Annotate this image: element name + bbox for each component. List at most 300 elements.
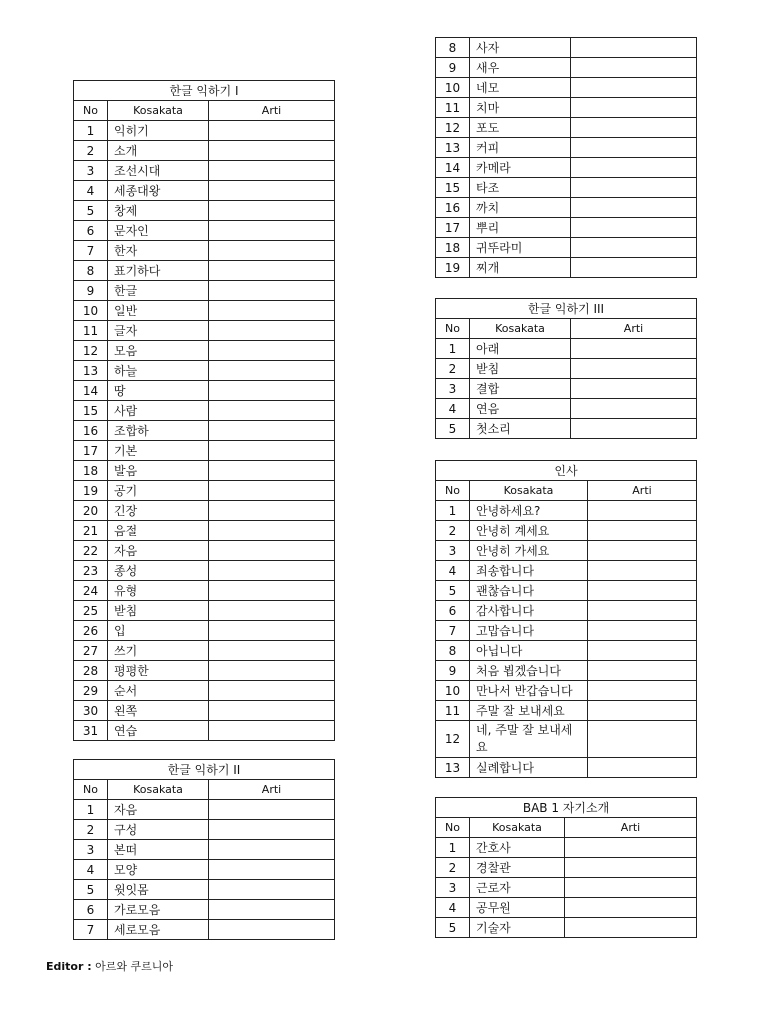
row-number: 10 — [436, 681, 470, 701]
row-number: 7 — [74, 241, 108, 261]
vocab-word: 사람 — [108, 401, 209, 421]
table-title: 한글 익하기 II — [74, 760, 335, 780]
vocab-word: 주말 잘 보내세요 — [470, 701, 588, 721]
column-header-kosakata: Kosakata — [470, 818, 565, 838]
vocab-table-hangul-2-continued — [435, 37, 697, 278]
column-header-no: No — [74, 780, 108, 800]
row-number: 14 — [74, 381, 108, 401]
row-number: 8 — [436, 641, 470, 661]
vocab-meaning-blank — [209, 800, 335, 820]
vocab-word: 안녕히 가세요 — [470, 541, 588, 561]
table-row — [74, 900, 335, 920]
vocab-meaning-blank — [588, 521, 697, 541]
row-number: 8 — [74, 261, 108, 281]
row-number: 15 — [74, 401, 108, 421]
column-header-arti: Arti — [209, 101, 335, 121]
vocab-word: 공무원 — [470, 898, 565, 918]
row-number: 3 — [436, 379, 470, 399]
vocab-word: 아닙니다 — [470, 641, 588, 661]
vocab-meaning-blank — [565, 838, 697, 858]
vocab-word: 카메라 — [470, 158, 571, 178]
table-row — [436, 78, 697, 98]
table-row — [436, 98, 697, 118]
table-row — [74, 860, 335, 880]
table-row — [74, 381, 335, 401]
row-number: 24 — [74, 581, 108, 601]
vocab-meaning-blank — [571, 379, 697, 399]
row-number: 2 — [436, 521, 470, 541]
row-number: 13 — [74, 361, 108, 381]
vocab-meaning-blank — [565, 858, 697, 878]
vocab-word: 실례합니다 — [470, 758, 588, 778]
vocab-meaning-blank — [571, 38, 697, 58]
vocab-meaning-blank — [209, 621, 335, 641]
table-row — [436, 399, 697, 419]
vocab-word: 경찰관 — [470, 858, 565, 878]
vocab-meaning-blank — [209, 201, 335, 221]
row-number: 4 — [436, 898, 470, 918]
table-row — [436, 359, 697, 379]
table-row — [74, 121, 335, 141]
row-number: 12 — [436, 721, 470, 758]
editor-label: Editor : — [46, 960, 92, 973]
table-row — [436, 158, 697, 178]
row-number: 9 — [436, 58, 470, 78]
vocab-meaning-blank — [571, 118, 697, 138]
row-number: 31 — [74, 721, 108, 741]
vocab-meaning-blank — [571, 419, 697, 439]
vocab-meaning-blank — [209, 581, 335, 601]
row-number: 11 — [436, 98, 470, 118]
row-number: 12 — [74, 341, 108, 361]
vocab-word: 네모 — [470, 78, 571, 98]
vocab-word: 표기하다 — [108, 261, 209, 281]
vocab-word: 만나서 반갑습니다 — [470, 681, 588, 701]
vocab-meaning-blank — [571, 178, 697, 198]
vocab-word: 간호사 — [470, 838, 565, 858]
vocab-meaning-blank — [209, 121, 335, 141]
row-number: 9 — [436, 661, 470, 681]
table-row — [436, 521, 697, 541]
vocab-meaning-blank — [209, 820, 335, 840]
row-number: 5 — [74, 880, 108, 900]
vocab-word: 하늘 — [108, 361, 209, 381]
column-header-kosakata: Kosakata — [470, 481, 588, 501]
vocab-word: 유형 — [108, 581, 209, 601]
vocab-meaning-blank — [209, 321, 335, 341]
row-number: 10 — [74, 301, 108, 321]
table-row — [74, 880, 335, 900]
table-row — [74, 661, 335, 681]
vocab-word: 쓰기 — [108, 641, 209, 661]
table-row — [74, 641, 335, 661]
row-number: 4 — [74, 860, 108, 880]
row-number: 2 — [436, 858, 470, 878]
vocab-meaning-blank — [588, 721, 697, 758]
vocab-meaning-blank — [571, 339, 697, 359]
vocab-meaning-blank — [209, 661, 335, 681]
vocab-meaning-blank — [209, 141, 335, 161]
vocab-word: 한자 — [108, 241, 209, 261]
vocab-meaning-blank — [588, 758, 697, 778]
table-row — [74, 621, 335, 641]
table-row — [436, 178, 697, 198]
vocab-meaning-blank — [209, 281, 335, 301]
vocab-meaning-blank — [588, 581, 697, 601]
vocab-word: 긴장 — [108, 501, 209, 521]
column-header-no: No — [436, 818, 470, 838]
vocab-meaning-blank — [571, 158, 697, 178]
vocab-meaning-blank — [209, 840, 335, 860]
column-header-no: No — [74, 101, 108, 121]
vocab-word: 입 — [108, 621, 209, 641]
table-row — [436, 878, 697, 898]
vocab-word: 까치 — [470, 198, 571, 218]
vocab-word: 공기 — [108, 481, 209, 501]
row-number: 16 — [436, 198, 470, 218]
vocab-meaning-blank — [209, 481, 335, 501]
vocab-meaning-blank — [571, 58, 697, 78]
vocab-word: 찌개 — [470, 258, 571, 278]
table-row — [436, 541, 697, 561]
vocab-word: 윗잇몸 — [108, 880, 209, 900]
row-number: 18 — [74, 461, 108, 481]
table-row — [436, 918, 697, 938]
vocab-meaning-blank — [209, 860, 335, 880]
vocab-word: 땅 — [108, 381, 209, 401]
vocab-word: 사자 — [470, 38, 571, 58]
vocab-word: 고맙습니다 — [470, 621, 588, 641]
vocab-word: 모음 — [108, 341, 209, 361]
table-row — [74, 321, 335, 341]
vocab-meaning-blank — [565, 918, 697, 938]
table-row — [436, 898, 697, 918]
table-row — [74, 840, 335, 860]
vocab-word: 결합 — [470, 379, 571, 399]
column-header-no: No — [436, 481, 470, 501]
vocab-word: 포도 — [470, 118, 571, 138]
row-number: 6 — [436, 601, 470, 621]
vocab-word: 종성 — [108, 561, 209, 581]
vocab-table-hangul-3 — [435, 298, 697, 439]
vocab-meaning-blank — [571, 98, 697, 118]
row-number: 6 — [74, 900, 108, 920]
row-number: 13 — [436, 138, 470, 158]
vocab-word: 뿌리 — [470, 218, 571, 238]
table-row — [74, 541, 335, 561]
vocab-meaning-blank — [209, 361, 335, 381]
vocab-word: 네, 주말 잘 보내세요 — [470, 721, 588, 758]
table-title: BAB 1 자기소개 — [436, 798, 697, 818]
table-row — [74, 441, 335, 461]
table-row — [74, 501, 335, 521]
row-number: 25 — [74, 601, 108, 621]
table-row — [74, 920, 335, 940]
table-row — [436, 379, 697, 399]
table-row — [74, 800, 335, 820]
vocab-meaning-blank — [209, 441, 335, 461]
table-row — [436, 858, 697, 878]
vocab-meaning-blank — [571, 238, 697, 258]
vocab-word: 괜찮습니다 — [470, 581, 588, 601]
row-number: 30 — [74, 701, 108, 721]
row-number: 3 — [74, 840, 108, 860]
vocab-meaning-blank — [209, 920, 335, 940]
table-row — [436, 138, 697, 158]
vocab-meaning-blank — [571, 218, 697, 238]
vocab-meaning-blank — [565, 878, 697, 898]
vocab-word: 소개 — [108, 141, 209, 161]
row-number: 19 — [436, 258, 470, 278]
table-row — [74, 721, 335, 741]
table-row — [436, 838, 697, 858]
row-number: 16 — [74, 421, 108, 441]
table-row — [74, 281, 335, 301]
vocab-meaning-blank — [588, 681, 697, 701]
row-number: 10 — [436, 78, 470, 98]
row-number: 3 — [436, 878, 470, 898]
vocab-word: 창제 — [108, 201, 209, 221]
table-row — [74, 241, 335, 261]
table-row — [74, 221, 335, 241]
column-header-arti: Arti — [571, 319, 697, 339]
table-row — [436, 501, 697, 521]
vocab-table-greetings — [435, 460, 697, 778]
column-header-arti: Arti — [209, 780, 335, 800]
table-row — [74, 521, 335, 541]
vocab-meaning-blank — [209, 681, 335, 701]
vocab-meaning-blank — [209, 701, 335, 721]
row-number: 15 — [436, 178, 470, 198]
vocab-word: 구성 — [108, 820, 209, 840]
vocab-word: 새우 — [470, 58, 571, 78]
vocab-word: 자음 — [108, 541, 209, 561]
vocab-word: 모양 — [108, 860, 209, 880]
vocab-meaning-blank — [209, 521, 335, 541]
vocab-meaning-blank — [565, 898, 697, 918]
row-number: 8 — [436, 38, 470, 58]
vocab-word: 음절 — [108, 521, 209, 541]
vocab-meaning-blank — [588, 621, 697, 641]
table-title: 인사 — [436, 461, 697, 481]
row-number: 29 — [74, 681, 108, 701]
table-row — [74, 341, 335, 361]
vocab-meaning-blank — [209, 381, 335, 401]
vocab-word: 기술자 — [470, 918, 565, 938]
vocab-word: 첫소리 — [470, 419, 571, 439]
row-number: 5 — [74, 201, 108, 221]
editor-credit — [46, 958, 173, 974]
vocab-meaning-blank — [209, 241, 335, 261]
table-row — [74, 161, 335, 181]
row-number: 11 — [74, 321, 108, 341]
vocab-word: 일반 — [108, 301, 209, 321]
row-number: 5 — [436, 419, 470, 439]
table-row — [74, 181, 335, 201]
table-row — [74, 421, 335, 441]
table-row — [436, 38, 697, 58]
row-number: 28 — [74, 661, 108, 681]
vocab-word: 연습 — [108, 721, 209, 741]
row-number: 17 — [74, 441, 108, 461]
vocab-meaning-blank — [571, 78, 697, 98]
vocab-word: 죄송합니다 — [470, 561, 588, 581]
vocab-word: 왼쪽 — [108, 701, 209, 721]
vocab-meaning-blank — [209, 421, 335, 441]
row-number: 1 — [436, 501, 470, 521]
row-number: 14 — [436, 158, 470, 178]
row-number: 23 — [74, 561, 108, 581]
row-number: 7 — [436, 621, 470, 641]
table-row — [436, 641, 697, 661]
row-number: 21 — [74, 521, 108, 541]
vocab-table-hangul-2 — [73, 759, 335, 940]
table-row — [74, 301, 335, 321]
vocab-table-bab1 — [435, 797, 697, 938]
table-row — [436, 561, 697, 581]
row-number: 1 — [74, 800, 108, 820]
table-row — [74, 361, 335, 381]
vocab-word: 감사합니다 — [470, 601, 588, 621]
vocab-word: 본떠 — [108, 840, 209, 860]
table-row — [436, 681, 697, 701]
vocab-word: 안녕하세요? — [470, 501, 588, 521]
row-number: 2 — [436, 359, 470, 379]
row-number: 3 — [436, 541, 470, 561]
vocab-word: 커피 — [470, 138, 571, 158]
row-number: 20 — [74, 501, 108, 521]
vocab-meaning-blank — [209, 641, 335, 661]
table-row — [436, 238, 697, 258]
vocab-meaning-blank — [588, 501, 697, 521]
table-row — [436, 198, 697, 218]
table-row — [74, 820, 335, 840]
table-row — [74, 581, 335, 601]
row-number: 22 — [74, 541, 108, 561]
row-number: 1 — [436, 339, 470, 359]
table-title: 한글 익하기 I — [74, 81, 335, 101]
vocab-word: 처음 뵙겠습니다 — [470, 661, 588, 681]
column-header-kosakata: Kosakata — [108, 101, 209, 121]
row-number: 2 — [74, 141, 108, 161]
table-row — [436, 218, 697, 238]
vocab-word: 아래 — [470, 339, 571, 359]
table-row — [436, 581, 697, 601]
vocab-meaning-blank — [571, 138, 697, 158]
vocab-meaning-blank — [209, 601, 335, 621]
vocab-word: 평평한 — [108, 661, 209, 681]
row-number: 4 — [436, 399, 470, 419]
row-number: 9 — [74, 281, 108, 301]
vocab-meaning-blank — [571, 258, 697, 278]
row-number: 13 — [436, 758, 470, 778]
vocab-meaning-blank — [209, 161, 335, 181]
table-row — [74, 601, 335, 621]
table-row — [436, 419, 697, 439]
table-row — [436, 601, 697, 621]
row-number: 4 — [74, 181, 108, 201]
vocab-table-hangul-1 — [73, 80, 335, 741]
row-number: 26 — [74, 621, 108, 641]
table-row — [74, 261, 335, 281]
row-number: 18 — [436, 238, 470, 258]
vocab-word: 글자 — [108, 321, 209, 341]
vocab-meaning-blank — [571, 198, 697, 218]
table-row — [436, 721, 697, 758]
vocab-meaning-blank — [209, 401, 335, 421]
vocab-word: 치마 — [470, 98, 571, 118]
vocab-meaning-blank — [209, 261, 335, 281]
vocab-meaning-blank — [209, 181, 335, 201]
table-row — [74, 461, 335, 481]
editor-name: 아르와 쿠르니아 — [95, 960, 174, 973]
table-row — [436, 58, 697, 78]
vocab-word: 가로모음 — [108, 900, 209, 920]
vocab-meaning-blank — [209, 221, 335, 241]
vocab-meaning-blank — [209, 541, 335, 561]
table-row — [74, 701, 335, 721]
vocab-meaning-blank — [209, 880, 335, 900]
table-row — [74, 481, 335, 501]
table-row — [74, 681, 335, 701]
vocab-word: 한글 — [108, 281, 209, 301]
vocab-meaning-blank — [209, 341, 335, 361]
table-row — [436, 118, 697, 138]
row-number: 17 — [436, 218, 470, 238]
row-number: 6 — [74, 221, 108, 241]
vocab-meaning-blank — [588, 641, 697, 661]
vocab-meaning-blank — [209, 900, 335, 920]
vocab-word: 조합하 — [108, 421, 209, 441]
vocab-meaning-blank — [209, 501, 335, 521]
column-header-arti: Arti — [588, 481, 697, 501]
vocab-word: 세종대왕 — [108, 181, 209, 201]
column-header-no: No — [436, 319, 470, 339]
table-row — [74, 401, 335, 421]
vocab-word: 받침 — [108, 601, 209, 621]
row-number: 1 — [74, 121, 108, 141]
row-number: 2 — [74, 820, 108, 840]
vocab-word: 익히기 — [108, 121, 209, 141]
table-row — [74, 201, 335, 221]
vocab-meaning-blank — [209, 461, 335, 481]
vocab-word: 순서 — [108, 681, 209, 701]
row-number: 11 — [436, 701, 470, 721]
row-number: 7 — [74, 920, 108, 940]
vocab-meaning-blank — [588, 661, 697, 681]
vocab-word: 근로자 — [470, 878, 565, 898]
table-row — [436, 621, 697, 641]
table-row — [436, 258, 697, 278]
row-number: 12 — [436, 118, 470, 138]
vocab-meaning-blank — [209, 721, 335, 741]
vocab-meaning-blank — [588, 701, 697, 721]
vocab-meaning-blank — [588, 601, 697, 621]
vocab-word: 타조 — [470, 178, 571, 198]
vocab-meaning-blank — [571, 399, 697, 419]
table-row — [436, 339, 697, 359]
vocab-meaning-blank — [209, 561, 335, 581]
table-row — [74, 141, 335, 161]
row-number: 1 — [436, 838, 470, 858]
table-row — [436, 701, 697, 721]
vocab-word: 자음 — [108, 800, 209, 820]
vocab-word: 조선시대 — [108, 161, 209, 181]
vocab-word: 받침 — [470, 359, 571, 379]
vocab-meaning-blank — [209, 301, 335, 321]
column-header-kosakata: Kosakata — [108, 780, 209, 800]
vocab-meaning-blank — [588, 541, 697, 561]
